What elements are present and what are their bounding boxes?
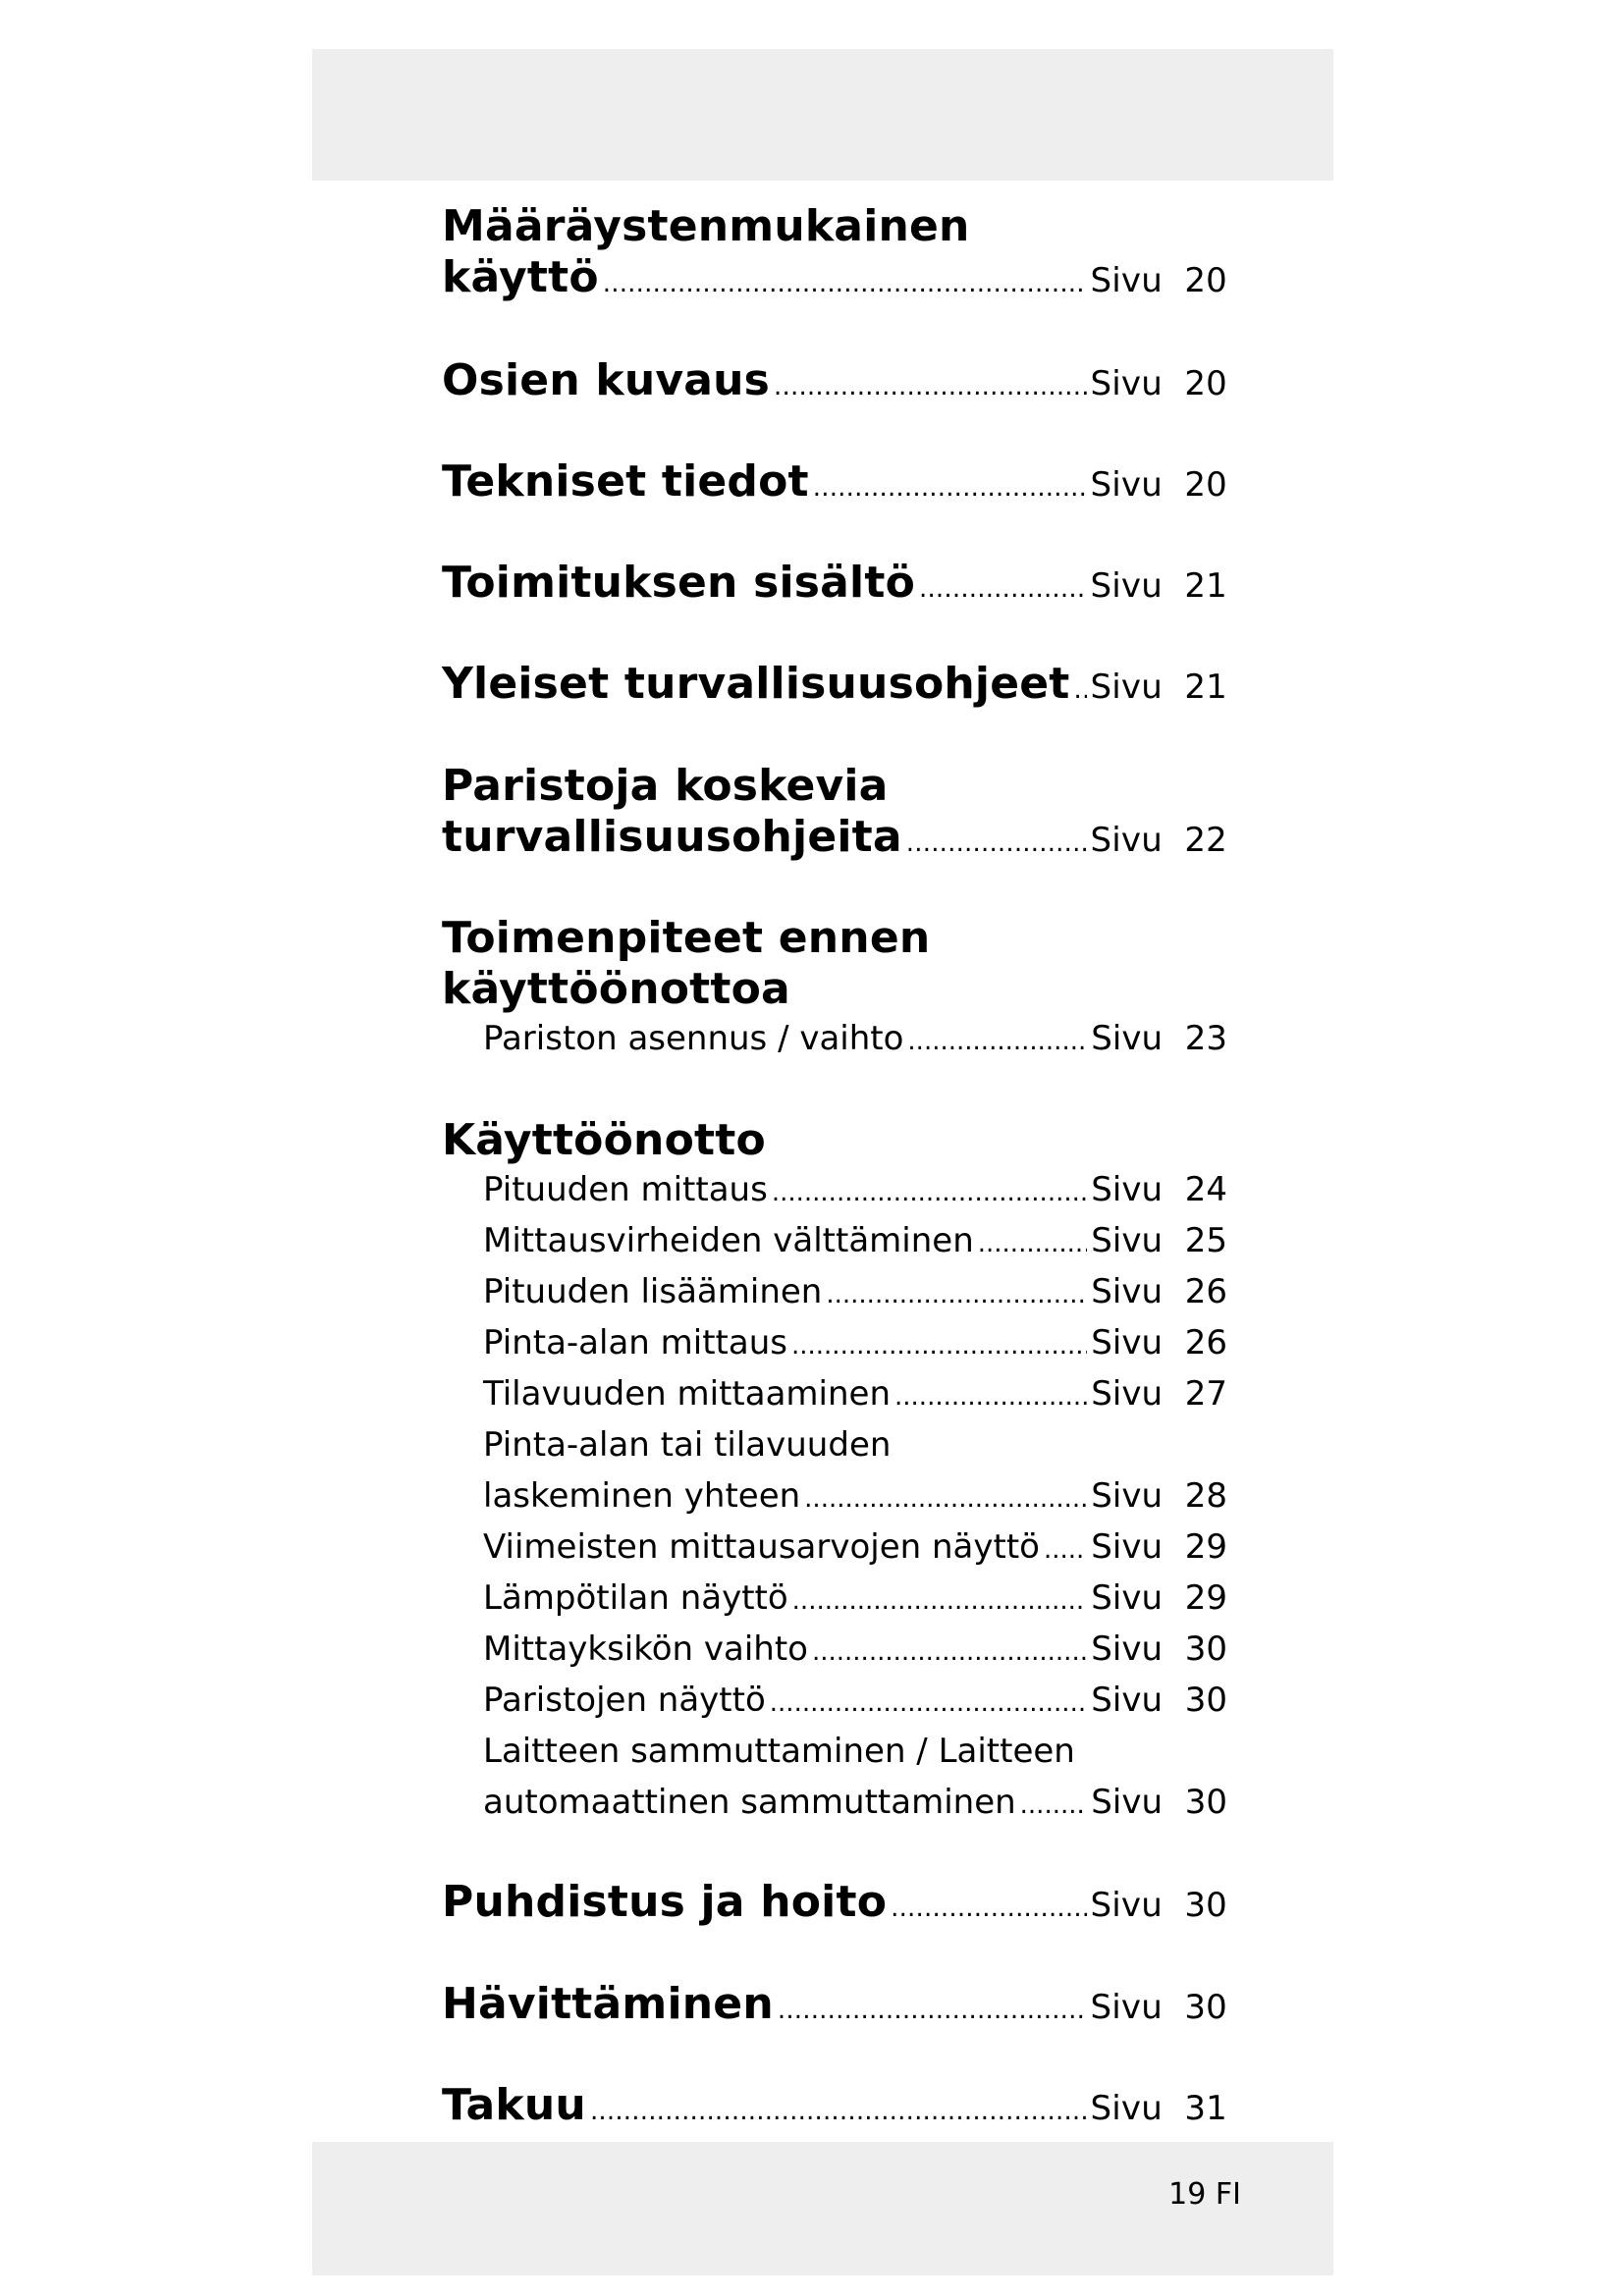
- toc-page-ref: [1091, 459, 1228, 510]
- toc-line: [442, 1317, 1227, 1368]
- toc-line: [442, 252, 1227, 303]
- page-label: Sivu: [1090, 465, 1163, 505]
- toc-line: [442, 1979, 1227, 2030]
- page-ref-number: 29: [1184, 1578, 1227, 1618]
- toc-line: [442, 2080, 1227, 2131]
- page-label: Sivu: [1091, 1272, 1163, 1311]
- dot-leader: [778, 1985, 1087, 2036]
- page-label: Sivu: [1091, 1783, 1163, 1822]
- toc-title: Pituuden lisääminen: [483, 1272, 823, 1311]
- toc-title: turvallisuusohjeita: [442, 812, 902, 862]
- toc-line: [442, 1215, 1227, 1266]
- page-ref-number: 23: [1184, 1019, 1227, 1058]
- page-ref-number: 22: [1184, 821, 1227, 860]
- toc-line: [442, 1624, 1227, 1675]
- page-label: Sivu: [1091, 1323, 1163, 1362]
- page-ref-number: 21: [1184, 667, 1227, 707]
- toc-line: Pinta-alan tai tilavuuden: [483, 1425, 892, 1465]
- page-label: Sivu: [1091, 1681, 1163, 1720]
- page-label: Sivu: [1090, 1886, 1163, 1925]
- dot-leader: [603, 258, 1087, 309]
- page-ref-number: 20: [1184, 465, 1227, 505]
- page-label: Sivu: [1091, 1221, 1163, 1260]
- toc-page-ref: [1091, 2083, 1228, 2134]
- toc-page-ref: [1091, 1013, 1227, 1064]
- toc-title: Viimeisten mittausarvojen näyttö: [483, 1527, 1040, 1567]
- toc-page-ref: [1091, 255, 1228, 306]
- toc-page-ref: [1091, 1522, 1227, 1573]
- toc-page-ref: [1091, 1624, 1227, 1675]
- toc-line: [442, 558, 1227, 609]
- page-ref-number: 24: [1184, 1170, 1227, 1209]
- toc-line: [442, 1164, 1227, 1215]
- page-label: Sivu: [1091, 1019, 1163, 1058]
- dot-leader: [907, 1016, 1087, 1067]
- page-label: Sivu: [1090, 364, 1163, 403]
- dot-leader: [772, 1167, 1087, 1218]
- toc-page-ref: [1091, 1470, 1227, 1522]
- page-ref-number: 30: [1184, 1629, 1227, 1669]
- dot-leader: [804, 1473, 1087, 1524]
- dot-leader: [792, 1575, 1088, 1627]
- dot-leader: [1044, 1524, 1087, 1575]
- toc-title: Tekniset tiedot: [442, 456, 809, 507]
- page-label: Sivu: [1091, 1578, 1163, 1618]
- toc-line: Paristoja koskevia: [442, 761, 889, 811]
- page-label: Sivu: [1091, 1476, 1163, 1516]
- toc-title: Hävittäminen: [442, 1979, 774, 2029]
- toc-title: Osien kuvaus: [442, 355, 771, 405]
- toc-line: käyttöönottoa: [442, 964, 790, 1014]
- dot-leader: [978, 1218, 1088, 1269]
- dot-leader: [826, 1269, 1087, 1320]
- toc-line: Laitteen sammuttaminen / Laitteen: [483, 1732, 1075, 1771]
- toc-line: [442, 456, 1227, 507]
- toc-page-ref: [1091, 1982, 1228, 2033]
- page-ref-number: 30: [1184, 1783, 1227, 1822]
- toc-page-ref: [1091, 1317, 1227, 1368]
- dot-leader: [1020, 1780, 1088, 1831]
- page-ref-number: 27: [1184, 1374, 1227, 1414]
- toc-page-ref: [1091, 815, 1228, 866]
- page-label: Sivu: [1090, 821, 1163, 860]
- dot-leader: [906, 818, 1087, 869]
- page-label: Sivu: [1090, 2089, 1163, 2128]
- page-ref-number: 28: [1184, 1476, 1227, 1516]
- toc-page-ref: [1091, 1215, 1227, 1266]
- page-ref-number: 20: [1184, 261, 1227, 300]
- page-label: Sivu: [1091, 1374, 1163, 1414]
- toc-line: [442, 1368, 1227, 1419]
- toc-page-ref: [1091, 358, 1228, 409]
- page-ref-number: 30: [1184, 1886, 1227, 1925]
- toc-title: Pariston asennus / vaihto: [483, 1019, 904, 1058]
- toc-title: laskeminen yhteen: [483, 1476, 801, 1516]
- page-label: Sivu: [1091, 1629, 1163, 1669]
- dot-leader: [919, 563, 1087, 614]
- page-ref-number: 26: [1184, 1272, 1227, 1311]
- toc-title: Mittausvirheiden välttäminen: [483, 1221, 974, 1260]
- toc-title: Yleiset turvallisuusohjeet: [442, 659, 1070, 709]
- toc-page-ref: [1091, 1880, 1228, 1931]
- toc-line: [442, 1522, 1227, 1573]
- toc-page-ref: [1091, 1573, 1227, 1624]
- page-label: Sivu: [1090, 1988, 1163, 2027]
- toc-title: käyttö: [442, 252, 599, 302]
- toc-line: [442, 1777, 1227, 1828]
- toc-title: Tilavuuden mittaaminen: [483, 1374, 892, 1414]
- dot-leader: [894, 1371, 1087, 1422]
- toc-line: [442, 1877, 1227, 1928]
- toc-page-ref: [1091, 662, 1228, 713]
- toc-title: Puhdistus ja hoito: [442, 1877, 888, 1927]
- dot-leader: [812, 1627, 1087, 1678]
- page-ref-number: 30: [1184, 1681, 1227, 1720]
- dot-leader: [590, 2086, 1087, 2137]
- page-ref-number: 26: [1184, 1323, 1227, 1362]
- toc-title: automaattinen sammuttaminen: [483, 1783, 1016, 1822]
- toc-title: Pituuden mittaus: [483, 1170, 768, 1209]
- page-ref-number: 31: [1184, 2089, 1227, 2128]
- dot-leader: [891, 1883, 1086, 1934]
- dot-leader: [813, 462, 1087, 513]
- toc-title: Toimituksen sisältö: [442, 558, 915, 608]
- toc-line: [442, 355, 1227, 406]
- toc-page-ref: [1091, 1368, 1227, 1419]
- toc-page-ref: [1091, 1675, 1227, 1726]
- toc-page-ref: [1091, 1777, 1227, 1828]
- dot-leader: [791, 1320, 1087, 1371]
- toc-title: Pinta-alan mittaus: [483, 1323, 787, 1362]
- toc-line: [442, 1675, 1227, 1726]
- toc-line: [442, 1470, 1227, 1522]
- page-ref-number: 20: [1184, 364, 1227, 403]
- toc-line: Määräystenmukainen: [442, 201, 970, 251]
- toc-title: Paristojen näyttö: [483, 1681, 766, 1720]
- page-ref-number: 30: [1184, 1988, 1227, 2027]
- page-ref-number: 29: [1184, 1527, 1227, 1567]
- dot-leader: [770, 1678, 1088, 1729]
- toc-page-ref: [1091, 561, 1228, 612]
- toc-title: Takuu: [442, 2080, 586, 2130]
- toc-line: [442, 659, 1227, 710]
- toc-title: Lämpötilan näyttö: [483, 1578, 788, 1618]
- toc-line: [442, 1013, 1227, 1064]
- toc-page-ref: [1091, 1266, 1227, 1317]
- dot-leader: [774, 361, 1086, 412]
- page-ref-number: 21: [1184, 566, 1227, 606]
- toc-line: Toimenpiteet ennen: [442, 913, 931, 963]
- toc-title: Mittayksikön vaihto: [483, 1629, 808, 1669]
- page-label: Sivu: [1090, 261, 1163, 300]
- page-label: Sivu: [1090, 667, 1163, 707]
- toc-page-ref: [1091, 1164, 1227, 1215]
- page-number: 19 FI: [1168, 2177, 1241, 2212]
- toc-line: [442, 1573, 1227, 1624]
- page-label: Sivu: [1091, 1170, 1163, 1209]
- toc-line: [442, 1266, 1227, 1317]
- dot-leader: [1074, 665, 1087, 716]
- page-label: Sivu: [1091, 1527, 1163, 1567]
- toc-line: Käyttöönotto: [442, 1115, 766, 1165]
- page-label: Sivu: [1090, 566, 1163, 606]
- top-band: [312, 49, 1333, 181]
- toc-line: [442, 812, 1227, 863]
- page-ref-number: 25: [1184, 1221, 1227, 1260]
